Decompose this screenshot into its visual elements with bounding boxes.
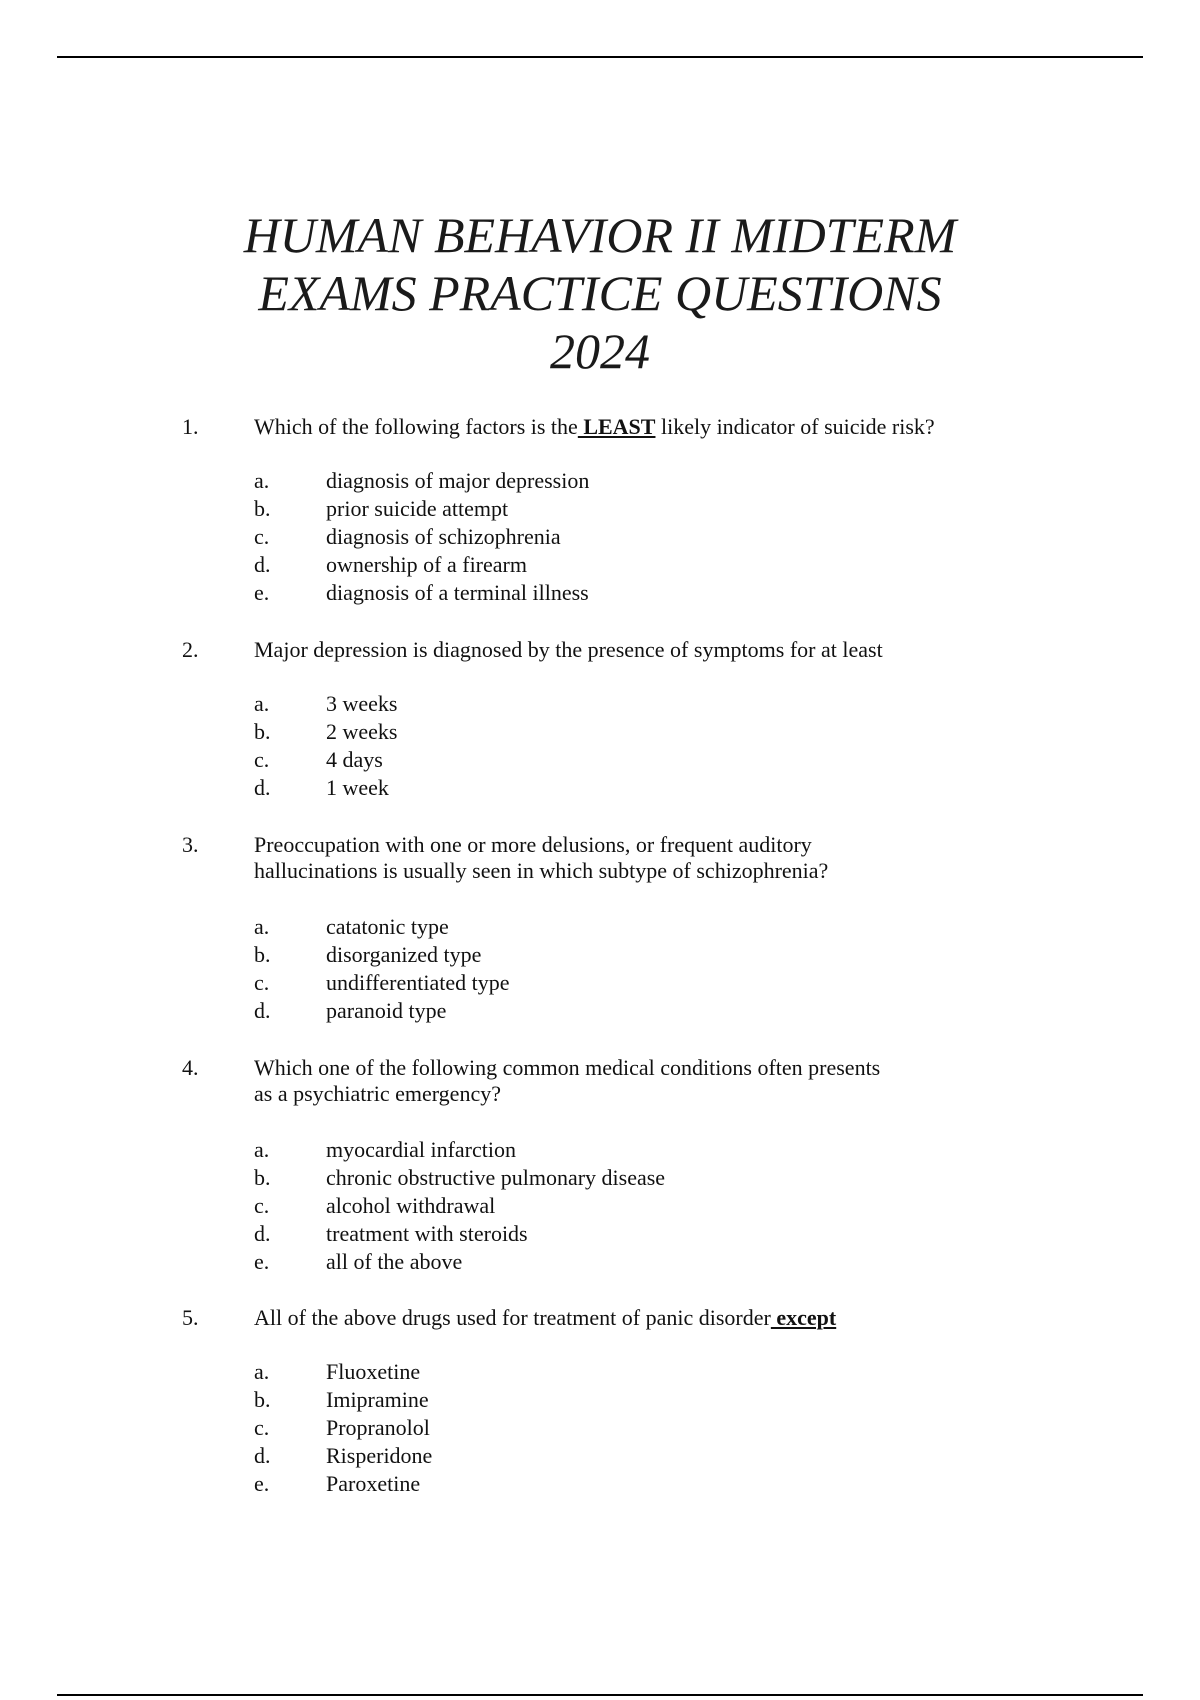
question-number: 1. <box>182 414 199 439</box>
question-text-line: hallucinations is usually seen in which subtype of schizophrenia? <box>254 858 829 883</box>
option-d <box>0 1443 1200 1471</box>
option-letter: c. <box>254 1193 270 1218</box>
question-text <box>254 832 974 884</box>
option-letter: a. <box>254 691 270 716</box>
option-letter: e. <box>254 1471 270 1496</box>
option-letter: d. <box>254 998 271 1023</box>
option-b <box>0 1165 1200 1193</box>
option-text: myocardial infarction <box>326 1137 516 1162</box>
option-b <box>0 1387 1200 1415</box>
option-letter: b. <box>254 1387 271 1412</box>
option-d <box>0 552 1200 580</box>
title-year: 2024 <box>550 323 650 379</box>
question-number: 4. <box>182 1055 199 1080</box>
option-letter: c. <box>254 970 270 995</box>
title-line-1: HUMAN BEHAVIOR II MIDTERM <box>243 207 957 263</box>
option-e <box>0 580 1200 608</box>
option-text: 2 weeks <box>326 719 398 744</box>
question-text-pre: All of the above drugs used for treatment of panic disorder <box>254 1305 771 1330</box>
option-text: diagnosis of major depression <box>326 468 590 493</box>
option-letter: a. <box>254 468 270 493</box>
option-b <box>0 942 1200 970</box>
option-text: 1 week <box>326 775 389 800</box>
option-text: Risperidone <box>326 1443 433 1468</box>
option-text: paranoid type <box>326 998 447 1023</box>
question-text <box>254 1305 974 1331</box>
question-emphasis: except <box>770 1305 837 1330</box>
option-letter: d. <box>254 1221 271 1246</box>
option-letter: a. <box>254 1359 270 1384</box>
option-text: disorganized type <box>326 942 482 967</box>
question-text-line: Preoccupation with one or more delusions, or frequent auditory <box>254 832 812 857</box>
option-letter: a. <box>254 914 270 939</box>
option-c <box>0 1415 1200 1443</box>
option-text: 4 days <box>326 747 383 772</box>
option-text: ownership of a firearm <box>326 552 527 577</box>
question-text <box>254 637 974 663</box>
option-b <box>0 719 1200 747</box>
option-a <box>0 914 1200 942</box>
question-number: 2. <box>182 637 199 662</box>
option-text: diagnosis of a terminal illness <box>326 580 589 605</box>
page-title <box>0 206 1200 380</box>
option-b <box>0 496 1200 524</box>
option-a <box>0 1137 1200 1165</box>
option-e <box>0 1249 1200 1277</box>
option-letter: a. <box>254 1137 270 1162</box>
option-letter: e. <box>254 580 270 605</box>
option-c <box>0 970 1200 998</box>
option-a <box>0 691 1200 719</box>
option-d <box>0 775 1200 803</box>
option-letter: c. <box>254 1415 270 1440</box>
question-number: 5. <box>182 1305 199 1330</box>
option-text: 3 weeks <box>326 691 398 716</box>
question-emphasis: LEAST <box>577 414 656 439</box>
question-text <box>254 414 974 440</box>
option-letter: d. <box>254 775 271 800</box>
question-text-line: Major depression is diagnosed by the presence of symptoms for at least <box>254 637 883 662</box>
option-d <box>0 1221 1200 1249</box>
option-text: Fluoxetine <box>326 1359 421 1384</box>
option-letter: e. <box>254 1249 270 1274</box>
option-a <box>0 1359 1200 1387</box>
option-text: treatment with steroids <box>326 1221 528 1246</box>
option-d <box>0 998 1200 1026</box>
option-text: all of the above <box>326 1249 463 1274</box>
option-c <box>0 1193 1200 1221</box>
option-letter: b. <box>254 1165 271 1190</box>
option-text: undifferentiated type <box>326 970 510 995</box>
option-text: chronic obstructive pulmonary disease <box>326 1165 666 1190</box>
option-letter: b. <box>254 719 271 744</box>
title-line-2: EXAMS PRACTICE QUESTIONS <box>258 265 942 321</box>
option-text: prior suicide attempt <box>326 496 509 521</box>
option-text: Propranolol <box>326 1415 430 1440</box>
option-text: alcohol withdrawal <box>326 1193 496 1218</box>
question-number: 3. <box>182 832 199 857</box>
bottom-rule <box>57 1694 1143 1696</box>
question-text-line: as a psychiatric emergency? <box>254 1081 501 1106</box>
option-c <box>0 747 1200 775</box>
option-text: Paroxetine <box>326 1471 421 1496</box>
option-text: Imipramine <box>326 1387 429 1412</box>
option-text: catatonic type <box>326 914 449 939</box>
question-text-post: likely indicator of suicide risk? <box>655 414 935 439</box>
option-letter: b. <box>254 942 271 967</box>
option-e <box>0 1471 1200 1499</box>
option-letter: c. <box>254 524 270 549</box>
option-text: diagnosis of schizophrenia <box>326 524 561 549</box>
option-c <box>0 524 1200 552</box>
question-text-line: Which one of the following common medical conditions often presents <box>254 1055 881 1080</box>
question-text <box>254 1055 974 1107</box>
option-letter: d. <box>254 1443 271 1468</box>
option-letter: d. <box>254 552 271 577</box>
option-a <box>0 468 1200 496</box>
top-rule <box>57 56 1143 58</box>
option-letter: b. <box>254 496 271 521</box>
option-letter: c. <box>254 747 270 772</box>
question-text-pre: Which of the following factors is the <box>254 414 578 439</box>
